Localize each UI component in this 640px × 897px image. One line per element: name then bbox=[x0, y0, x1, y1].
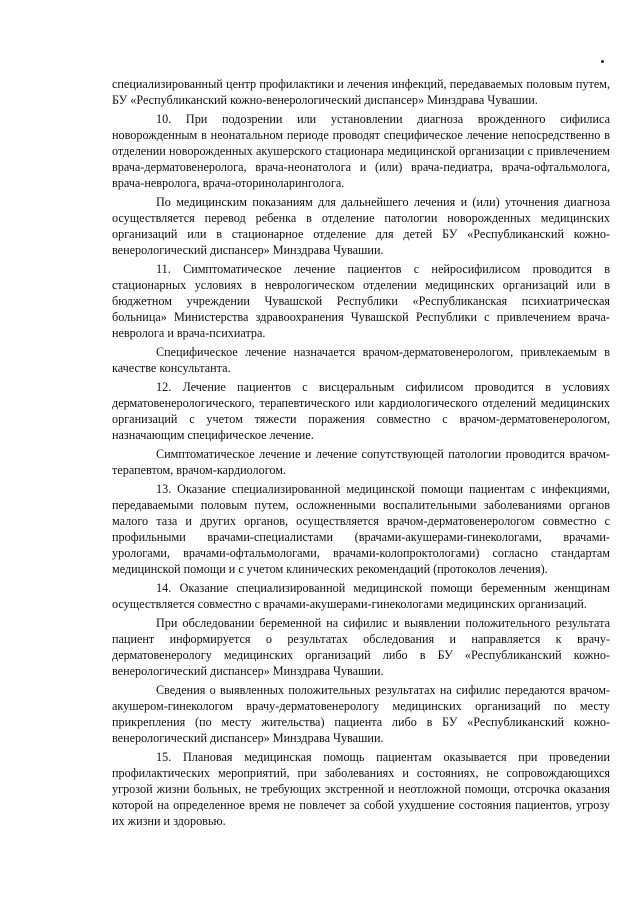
paragraph-continuation: специализированный центр профилактики и лечения инфекций, передаваемых половым путем, БУ «Республиканский кожно-венерологический диспансер» Минздрава Чувашии. bbox=[112, 77, 610, 107]
paragraph-11: 11. Симптоматическое лечение пациентов с нейросифилисом проводится в стационарных условиях в неврологическом отделении медицинских организаций или в бюджетном учреждении Чувашской Республики «Республиканская психиатрическая больница» Министерства здравоохранения Чувашской Республики с привлечением врача-невролога и врача-психиатра. bbox=[112, 262, 610, 340]
paragraph-14: 14. Оказание специализированной медицинской помощи беременным женщинам осуществляется совместно с врачами-акушерами-гинекологами медицинских организаций. bbox=[112, 581, 610, 611]
paragraph-12: 12. Лечение пациентов с висцеральным сифилисом проводится в условиях дерматовенерологического, терапевтического или кардиологического отделений медицинских организаций с учетом тяжести поражения совместно с врачом-дерматовенерологом, назначающим специфическое лечение. bbox=[112, 380, 610, 442]
paragraph-13: 13. Оказание специализированной медицинской помощи пациентам с инфекциями, передаваемыми половым путем, осложненными воспалительными заболеваниями органов малого таза и других органов, осуществляется врачом-дерматовенерологом совместно с профильными врачами-специалистами (врачами-акушерами-гинекологами, врачами-урологами, врачами-офтальмологами, врачами-колопроктологами) согласно стандартам медицинской помощи и с учетом клинических рекомендаций (протоколов лечения). bbox=[112, 482, 610, 576]
paragraph-10: 10. При подозрении или установлении диагноза врожденного сифилиса новорожденным в неонатальном периоде проводят специфическое лечение непосредственно в отделении новорожденных акушерского стационара медицинской организации с привлечением врача-дерматовенеролога, врача-неонатолога и (или) врача-педиатра, врача-офтальмолога, врача-невролога, врача-оториноларинголога. bbox=[112, 112, 610, 190]
paragraph-14-information: Сведения о выявленных положительных результатах на сифилис передаются врачом-акушером-гинекологом врачу-дерматовенерологу медицинских организаций по месту прикрепления (по месту жительства) пациента либо в БУ «Республиканский кожно-венерологический диспансер» Минздрава Чувашии. bbox=[112, 683, 610, 745]
paragraph-15: 15. Плановая медицинская помощь пациентам оказывается при проведении профилактических мероприятий, при заболеваниях и состояниях, не сопровождающихся угрозой жизни больных, не требующих экстренной и неотложной помощи, отсрочка оказания которой на определенное время не повлечет за собой ухудшение состояния пациентов, угрозу их жизни и здоровью. bbox=[112, 750, 610, 828]
document-page bbox=[112, 76, 610, 832]
paragraph-11-specific: Специфическое лечение назначается врачом-дерматовенерологом, привлекаемым в качестве консультанта. bbox=[112, 345, 610, 375]
scan-dot-mark bbox=[601, 60, 604, 63]
paragraph-12-symptomatic: Симптоматическое лечение и лечение сопутствующей патологии проводится врачом-терапевтом, врачом-кардиологом. bbox=[112, 447, 610, 477]
paragraph-14-examination: При обследовании беременной на сифилис и выявлении положительного результата пациент информируется о результатах обследования и направляется к врачу-дерматовенерологу медицинских организаций либо в БУ «Республиканский кожно-венерологический диспансер» Минздрава Чувашии. bbox=[112, 616, 610, 678]
paragraph-10-transfer: По медицинским показаниям для дальнейшего лечения и (или) уточнения диагноза осуществляется перевод ребенка в отделение патологии новорожденных медицинских организаций или в стационарное отделение для детей БУ «Республиканский кожно-венерологический диспансер» Минздрава Чувашии. bbox=[112, 195, 610, 257]
